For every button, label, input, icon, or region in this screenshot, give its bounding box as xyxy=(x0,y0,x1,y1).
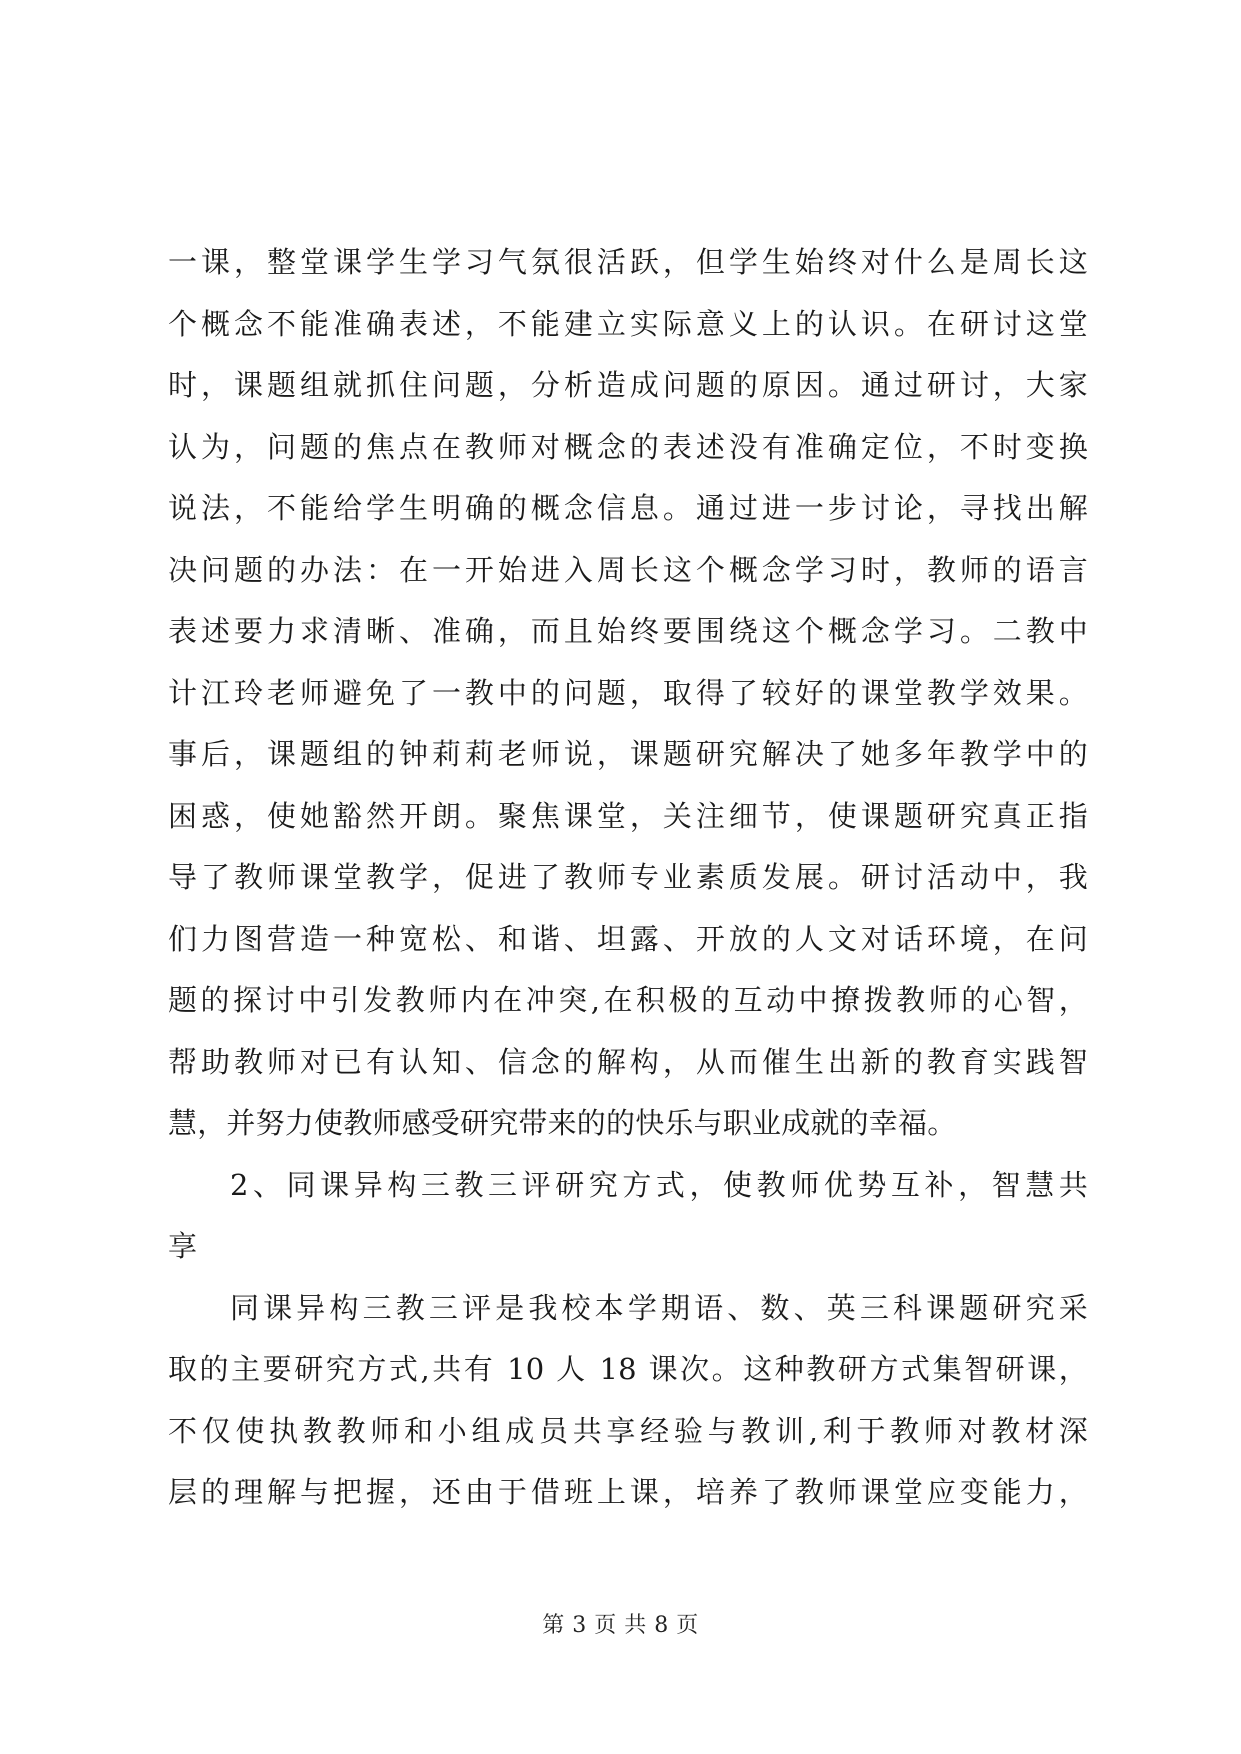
text-line: 决问题的办法：在一开始进入周长这个概念学习时，教师的语言 xyxy=(168,552,1088,587)
text-line: 导了教师课堂教学，促进了教师专业素质发展。研讨活动中，我 xyxy=(168,860,1088,894)
text-line: 题的探讨中引发教师内在冲突,在积极的互动中撩拨教师的心智， xyxy=(168,983,1088,1017)
text-line: 说法，不能给学生明确的概念信息。通过进一步讨论，寻找出解 xyxy=(168,491,1088,525)
text-line: 困惑，使她豁然开朗。聚焦课堂，关注细节，使课题研究真正指 xyxy=(168,798,1088,833)
text-line: 不仅使执教教师和小组成员共享经验与教训,利于教师对教材深 xyxy=(168,1413,1088,1448)
body-text xyxy=(168,232,1088,1524)
text-line: 慧，并努力使教师感受研究带来的的快乐与职业成就的幸福。 xyxy=(168,1106,957,1140)
text-line: 帮助教师对已有认知、信念的解构，从而催生出新的教育实践智 xyxy=(168,1044,1088,1079)
section-heading-line: 2、同课异构三教三评研究方式，使教师优势互补，智慧共 xyxy=(230,1167,1088,1202)
text-line: 取的主要研究方式,共有 10 人 18 课次。这种教研方式集智研课， xyxy=(168,1352,1088,1386)
text-line: 们力图营造一种宽松、和谐、坦露、开放的人文对话环境，在问 xyxy=(168,921,1088,956)
page-number-footer: 第 3 页 共 8 页 xyxy=(542,1613,699,1638)
text-line: 层的理解与把握，还由于借班上课，培养了教师课堂应变能力， xyxy=(168,1475,1088,1509)
text-line: 表述要力求清晰、准确，而且始终要围绕这个概念学习。二教中 xyxy=(168,614,1088,648)
text-line: 同课异构三教三评是我校本学期语、数、英三科课题研究采 xyxy=(230,1290,1088,1325)
text-line: 一课，整堂课学生学习气氛很活跃，但学生始终对什么是周长这 xyxy=(168,245,1088,279)
section-heading-line: 享 xyxy=(168,1229,198,1263)
text-line: 认为，问题的焦点在教师对概念的表述没有准确定位，不时变换 xyxy=(168,429,1088,464)
text-line: 事后，课题组的钟莉莉老师说，课题研究解决了她多年教学中的 xyxy=(168,737,1088,771)
text-line: 时，课题组就抓住问题，分析造成问题的原因。通过研讨，大家 xyxy=(168,368,1088,402)
text-line: 个概念不能准确表述，不能建立实际意义上的认识。在研讨这堂 xyxy=(168,306,1088,341)
text-line: 计江玲老师避免了一教中的问题，取得了较好的课堂教学效果。 xyxy=(168,675,1088,710)
